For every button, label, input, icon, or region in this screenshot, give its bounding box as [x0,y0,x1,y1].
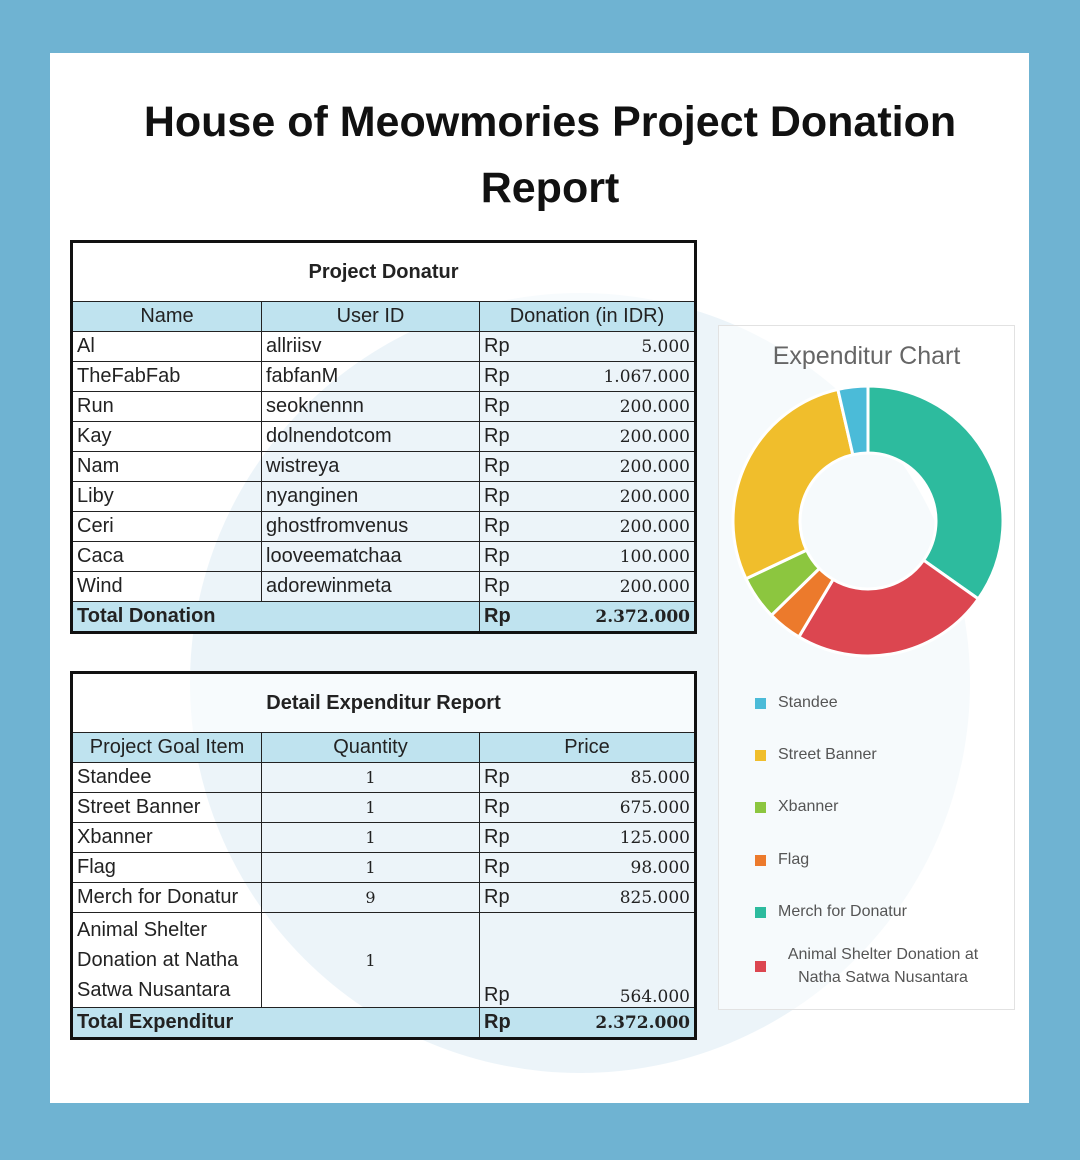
legend-label: Flag [778,851,810,868]
total-expenditur-currency: Rp [480,1008,520,1039]
legend-swatch [755,855,766,866]
expenditur-item: Standee [72,763,262,793]
donatur-currency: Rp [480,482,520,512]
shelter-item-line-1: Animal Shelter [77,919,208,941]
expenditur-currency: Rp [480,853,520,883]
title-line-1: House of Meowmories Project Donation [143,98,957,146]
donatur-row [72,512,696,542]
expenditur-price: 85.000 [520,763,696,793]
legend-swatch [755,961,766,972]
donatur-amount: 200.000 [520,422,696,452]
expenditur-item: Merch for Donatur [72,883,262,913]
donatur-row [72,332,696,362]
donatur-amount: 200.000 [520,452,696,482]
expenditur-row [72,793,696,823]
legend-label: Street Banner [778,746,877,763]
shelter-item-line-2: Donation at Natha [77,949,239,971]
donatur-amount: 100.000 [520,542,696,572]
legend-item [755,798,839,816]
donatur-user-id: adorewinmeta [262,572,480,602]
header-price: Price [480,733,696,763]
expenditur-currency: Rp [480,763,520,793]
donut-slice-street-banner [733,389,853,578]
legend-item [755,851,809,869]
shelter-currency: Rp [480,913,520,1008]
donatur-name: Kay [72,422,262,452]
report-card [50,53,1029,1103]
donatur-currency: Rp [480,422,520,452]
donatur-name: Al [72,332,262,362]
donatur-row [72,482,696,512]
legend-label: Merch for Donatur [778,903,907,920]
expenditur-row [72,883,696,913]
legend-item [755,903,907,921]
expenditur-price: 825.000 [520,883,696,913]
donatur-row [72,452,696,482]
header-name: Name [72,302,262,332]
donatur-user-id: looveematchaa [262,542,480,572]
shelter-price: 564.000 [520,913,696,1008]
donatur-user-id: seoknennn [262,392,480,422]
legend-item [755,746,877,764]
donatur-user-id: wistreya [262,452,480,482]
title-line-2: Report [480,164,620,212]
total-donation-currency: Rp [480,602,520,633]
donatur-name: Liby [72,482,262,512]
donatur-currency: Rp [480,362,520,392]
donut-chart [719,381,1014,671]
donatur-user-id: fabfanM [262,362,480,392]
expenditur-row [72,763,696,793]
total-donation-amount: 2.372.000 [520,602,696,633]
expenditur-currency: Rp [480,883,520,913]
expenditur-qty: 1 [262,853,480,883]
header-user-id: User ID [262,302,480,332]
expenditur-caption: Detail Expenditur Report [72,673,696,733]
expenditur-chart [718,325,1015,1010]
report-title [50,89,1050,221]
donatur-name: Caca [72,542,262,572]
donatur-amount: 200.000 [520,512,696,542]
expenditur-table [70,671,697,1040]
donatur-currency: Rp [480,542,520,572]
legend-swatch [755,698,766,709]
donatur-currency: Rp [480,392,520,422]
expenditur-currency: Rp [480,823,520,853]
header-goal-item: Project Goal Item [72,733,262,763]
legend-swatch [755,907,766,918]
donatur-name: Nam [72,452,262,482]
donatur-currency: Rp [480,332,520,362]
expenditur-qty: 9 [262,883,480,913]
shelter-item-line-3: Satwa Nusantara [77,979,231,1001]
expenditur-header-row [72,733,696,763]
donatur-row [72,392,696,422]
donatur-user-id: allriisv [262,332,480,362]
donatur-name: TheFabFab [72,362,262,392]
donatur-currency: Rp [480,572,520,602]
expenditur-qty: 1 [262,793,480,823]
expenditur-price: 125.000 [520,823,696,853]
chart-title: Expenditur Chart [772,342,961,370]
total-donation-label: Total Donation [72,602,480,633]
total-expenditur-row [72,1008,696,1039]
total-expenditur-label: Total Expenditur [72,1008,480,1039]
donatur-caption: Project Donatur [72,242,696,302]
donatur-amount: 200.000 [520,392,696,422]
shelter-qty: 1 [262,913,480,1008]
expenditur-row-shelter [72,913,696,1008]
donatur-name: Ceri [72,512,262,542]
legend-item [755,943,988,989]
expenditur-currency: Rp [480,793,520,823]
expenditur-price: 675.000 [520,793,696,823]
shelter-item [72,913,262,1008]
legend-swatch [755,750,766,761]
legend-label: Animal Shelter Donation at Natha Satwa Nusantara [787,946,979,986]
legend-item [755,694,838,712]
legend-label: Standee [778,694,838,711]
donatur-table [70,240,697,634]
donatur-row [72,422,696,452]
donatur-amount: 200.000 [520,572,696,602]
donatur-currency: Rp [480,512,520,542]
header-donation: Donation (in IDR) [480,302,696,332]
donatur-name: Run [72,392,262,422]
total-donation-row [72,602,696,633]
donatur-user-id: nyanginen [262,482,480,512]
donatur-header-row [72,302,696,332]
expenditur-item: Flag [72,853,262,883]
expenditur-qty: 1 [262,823,480,853]
expenditur-price: 98.000 [520,853,696,883]
expenditur-qty: 1 [262,763,480,793]
expenditur-row [72,823,696,853]
donatur-amount: 200.000 [520,482,696,512]
donatur-amount: 1.067.000 [520,362,696,392]
donatur-user-id: ghostfromvenus [262,512,480,542]
expenditur-item: Xbanner [72,823,262,853]
legend-swatch [755,802,766,813]
header-quantity: Quantity [262,733,480,763]
donatur-name: Wind [72,572,262,602]
total-expenditur-amount: 2.372.000 [520,1008,696,1039]
donatur-user-id: dolnendotcom [262,422,480,452]
donatur-row [72,572,696,602]
legend-label: Xbanner [778,798,839,815]
donatur-row [72,362,696,392]
expenditur-item: Street Banner [72,793,262,823]
donatur-amount: 5.000 [520,332,696,362]
donatur-currency: Rp [480,452,520,482]
expenditur-row [72,853,696,883]
donatur-row [72,542,696,572]
